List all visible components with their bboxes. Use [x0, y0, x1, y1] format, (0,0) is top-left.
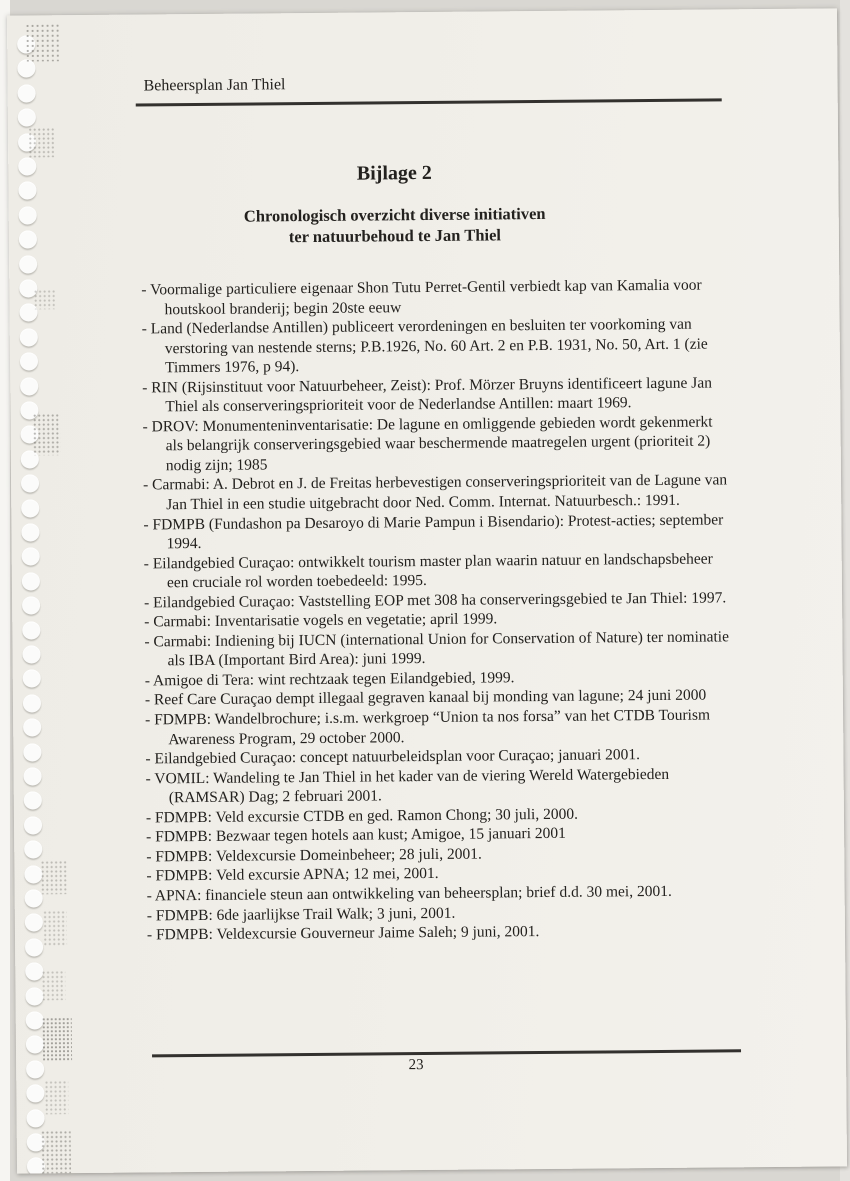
- punch-hole: [19, 231, 37, 249]
- scan-noise: [41, 1130, 71, 1173]
- scan-noise: [32, 413, 60, 455]
- scan-noise: [33, 289, 55, 309]
- list-item: - DROV: Monumenteninventarisatie: De lagune en omliggende gebieden wordt gekenmerkt als belangrijk conserveringsgebied waar beschermende maatregelen urgent (prioriteit 2) nodig zijn; 1985: [142, 413, 713, 475]
- punch-hole: [23, 743, 41, 761]
- scan-noise: [41, 970, 65, 1000]
- list-item: - FDMPB: Wandelbrochure; i.s.m. werkgroep “Union ta nos forsa” van het CTDB Tourism Awareness Program, 29 october 2000.: [145, 706, 711, 748]
- punch-hole: [22, 548, 40, 566]
- punch-hole: [23, 719, 41, 737]
- list-item: - FDMPB: Bezwaar tegen hotels aan kust; Amigoe, 15 januari 2001: [146, 825, 566, 846]
- list-item: - FDMPB: Veldexcursie Gouverneur Jaime Saleh; 9 juni, 2001.: [146, 923, 540, 944]
- punch-hole: [22, 645, 40, 663]
- scan-noise: [40, 860, 66, 894]
- list-item: - VOMIL: Wandeling te Jan Thiel in het kader van de viering Wereld Watergebieden (RAMSAR) Dag; 2 februari 2001.: [145, 765, 670, 807]
- page-number: 23: [408, 1057, 424, 1074]
- punch-hole: [18, 182, 36, 200]
- punch-hole: [25, 914, 43, 932]
- punch-hole: [22, 572, 40, 590]
- punch-hole: [25, 938, 43, 956]
- scan-noise: [44, 1080, 68, 1114]
- punch-hole: [22, 597, 40, 615]
- punch-hole: [19, 255, 37, 273]
- running-header: Beheersplan Jan Thiel: [143, 76, 286, 95]
- punch-hole: [19, 206, 37, 224]
- list-item: - FDMPB: Veld excursie CTDB en ged. Ramon Chong; 30 juli, 2000.: [145, 805, 579, 827]
- punch-hole: [23, 694, 41, 712]
- list-item: - FDMPB: Veldexcursie Domeinbeheer; 28 juli, 2001.: [146, 845, 482, 866]
- list-item: - Eilandgebied Curaçao: Vaststelling EOP met 308 ha conserveringsgebied te Jan Thiel: 1997.: [144, 589, 727, 612]
- list-item: - Eilandgebied Curaçao: concept natuurbeleidsplan voor Curaçao; januari 2001.: [145, 746, 641, 768]
- punch-hole: [26, 1060, 44, 1078]
- scan-noise: [28, 127, 54, 157]
- punch-hole: [27, 1109, 45, 1127]
- punch-hole: [24, 767, 42, 785]
- list-item: - FDMPB: Veld excursie APNA; 12 mei, 2001.: [146, 865, 439, 885]
- punch-hole: [26, 1085, 44, 1103]
- list-item: - Amigoe di Tera: wint rechtzaak tegen Eilandgebied, 1999.: [144, 669, 515, 690]
- list-item: - Land (Nederlandse Antillen) publiceert verordeningen en besluiten ter voorkoming van verstoring van nestende sterns; P.B.1926, No. 60 Art. 2 en P.B. 1931, No. 50, Art. 1 (zie Timmers 1976, p 94).: [141, 315, 708, 377]
- list-item: - Reef Care Curaçao dempt illegaal gegraven kanaal bij monding van lagune; 24 juni 2000: [144, 687, 707, 709]
- punch-hole: [24, 816, 42, 834]
- punch-hole: [17, 60, 35, 78]
- document-subtitle: [89, 202, 701, 249]
- subtitle-line-2: ter natuurbehoud te Jan Thiel: [288, 225, 502, 247]
- list-item: - FDMPB: 6de jaarlijkse Trail Walk; 3 juni, 2001.: [146, 904, 456, 924]
- punch-hole: [23, 670, 41, 688]
- punch-hole: [18, 157, 36, 175]
- list-item: - Carmabi: Inventarisatie vogels en vegetatie; april 1999.: [144, 610, 498, 631]
- punch-hole: [24, 841, 42, 859]
- paper-sheet: [7, 8, 847, 1173]
- punch-hole: [20, 377, 38, 395]
- scan-noise: [42, 1017, 72, 1061]
- appendix-title: Bijlage 2: [356, 161, 432, 185]
- chronology-list: [141, 275, 737, 945]
- list-item: - Voormalige particuliere eigenaar Shon Tutu Perret-Gentil verbiedt kap van Kamalia voor houtskool branderij; begin 20ste eeuw: [141, 276, 702, 318]
- punch-hole: [22, 621, 40, 639]
- punch-hole: [24, 792, 42, 810]
- punch-hole: [18, 84, 36, 102]
- punch-hole: [20, 353, 38, 371]
- list-item: - Carmabi: A. Debrot en J. de Freitas herbevestigen conserveringsprioriteit van de Lagune van Jan Thiel in een studie uitgebracht door Ned. Comm. Internat. Natuurbesch.: 1991.: [142, 471, 728, 514]
- punch-hole: [21, 499, 39, 517]
- list-item: - Carmabi: Indiening bij IUCN (international Union for Conservation of Nature) ter nominatie als IBA (Important Bird Area): juni 1999.: [144, 628, 730, 670]
- punch-hole: [18, 109, 36, 127]
- scan-noise: [43, 910, 67, 946]
- list-item: - FDMPB (Fundashon pa Desaroyo di Marie Pampun i Bisendario): Protest-acties; september 1994.: [143, 510, 724, 553]
- punch-hole: [21, 523, 39, 541]
- subtitle-line-1: Chronologisch overzicht diverse initiativen: [243, 203, 546, 226]
- punch-hole: [21, 475, 39, 493]
- list-item: - APNA: financiele steun aan ontwikkeling van beheersplan; brief d.d. 30 mei, 2001.: [146, 882, 672, 905]
- list-item: - RIN (Rijsinstituut voor Natuurbeheer, Zeist): Prof. Mörzer Bruyns identificeert lagune Jan Thiel als conserveringsprioriteit voor de Nederlandse Antillen: maart 1969.: [142, 374, 713, 416]
- punch-hole: [20, 328, 38, 346]
- scan-noise: [25, 23, 59, 61]
- list-item: - Eilandgebied Curaçao: ontwikkelt tourism master plan waarin natuur en landschapsbeheer een cruciale rol worden toebedeeld: 1995.: [143, 550, 713, 592]
